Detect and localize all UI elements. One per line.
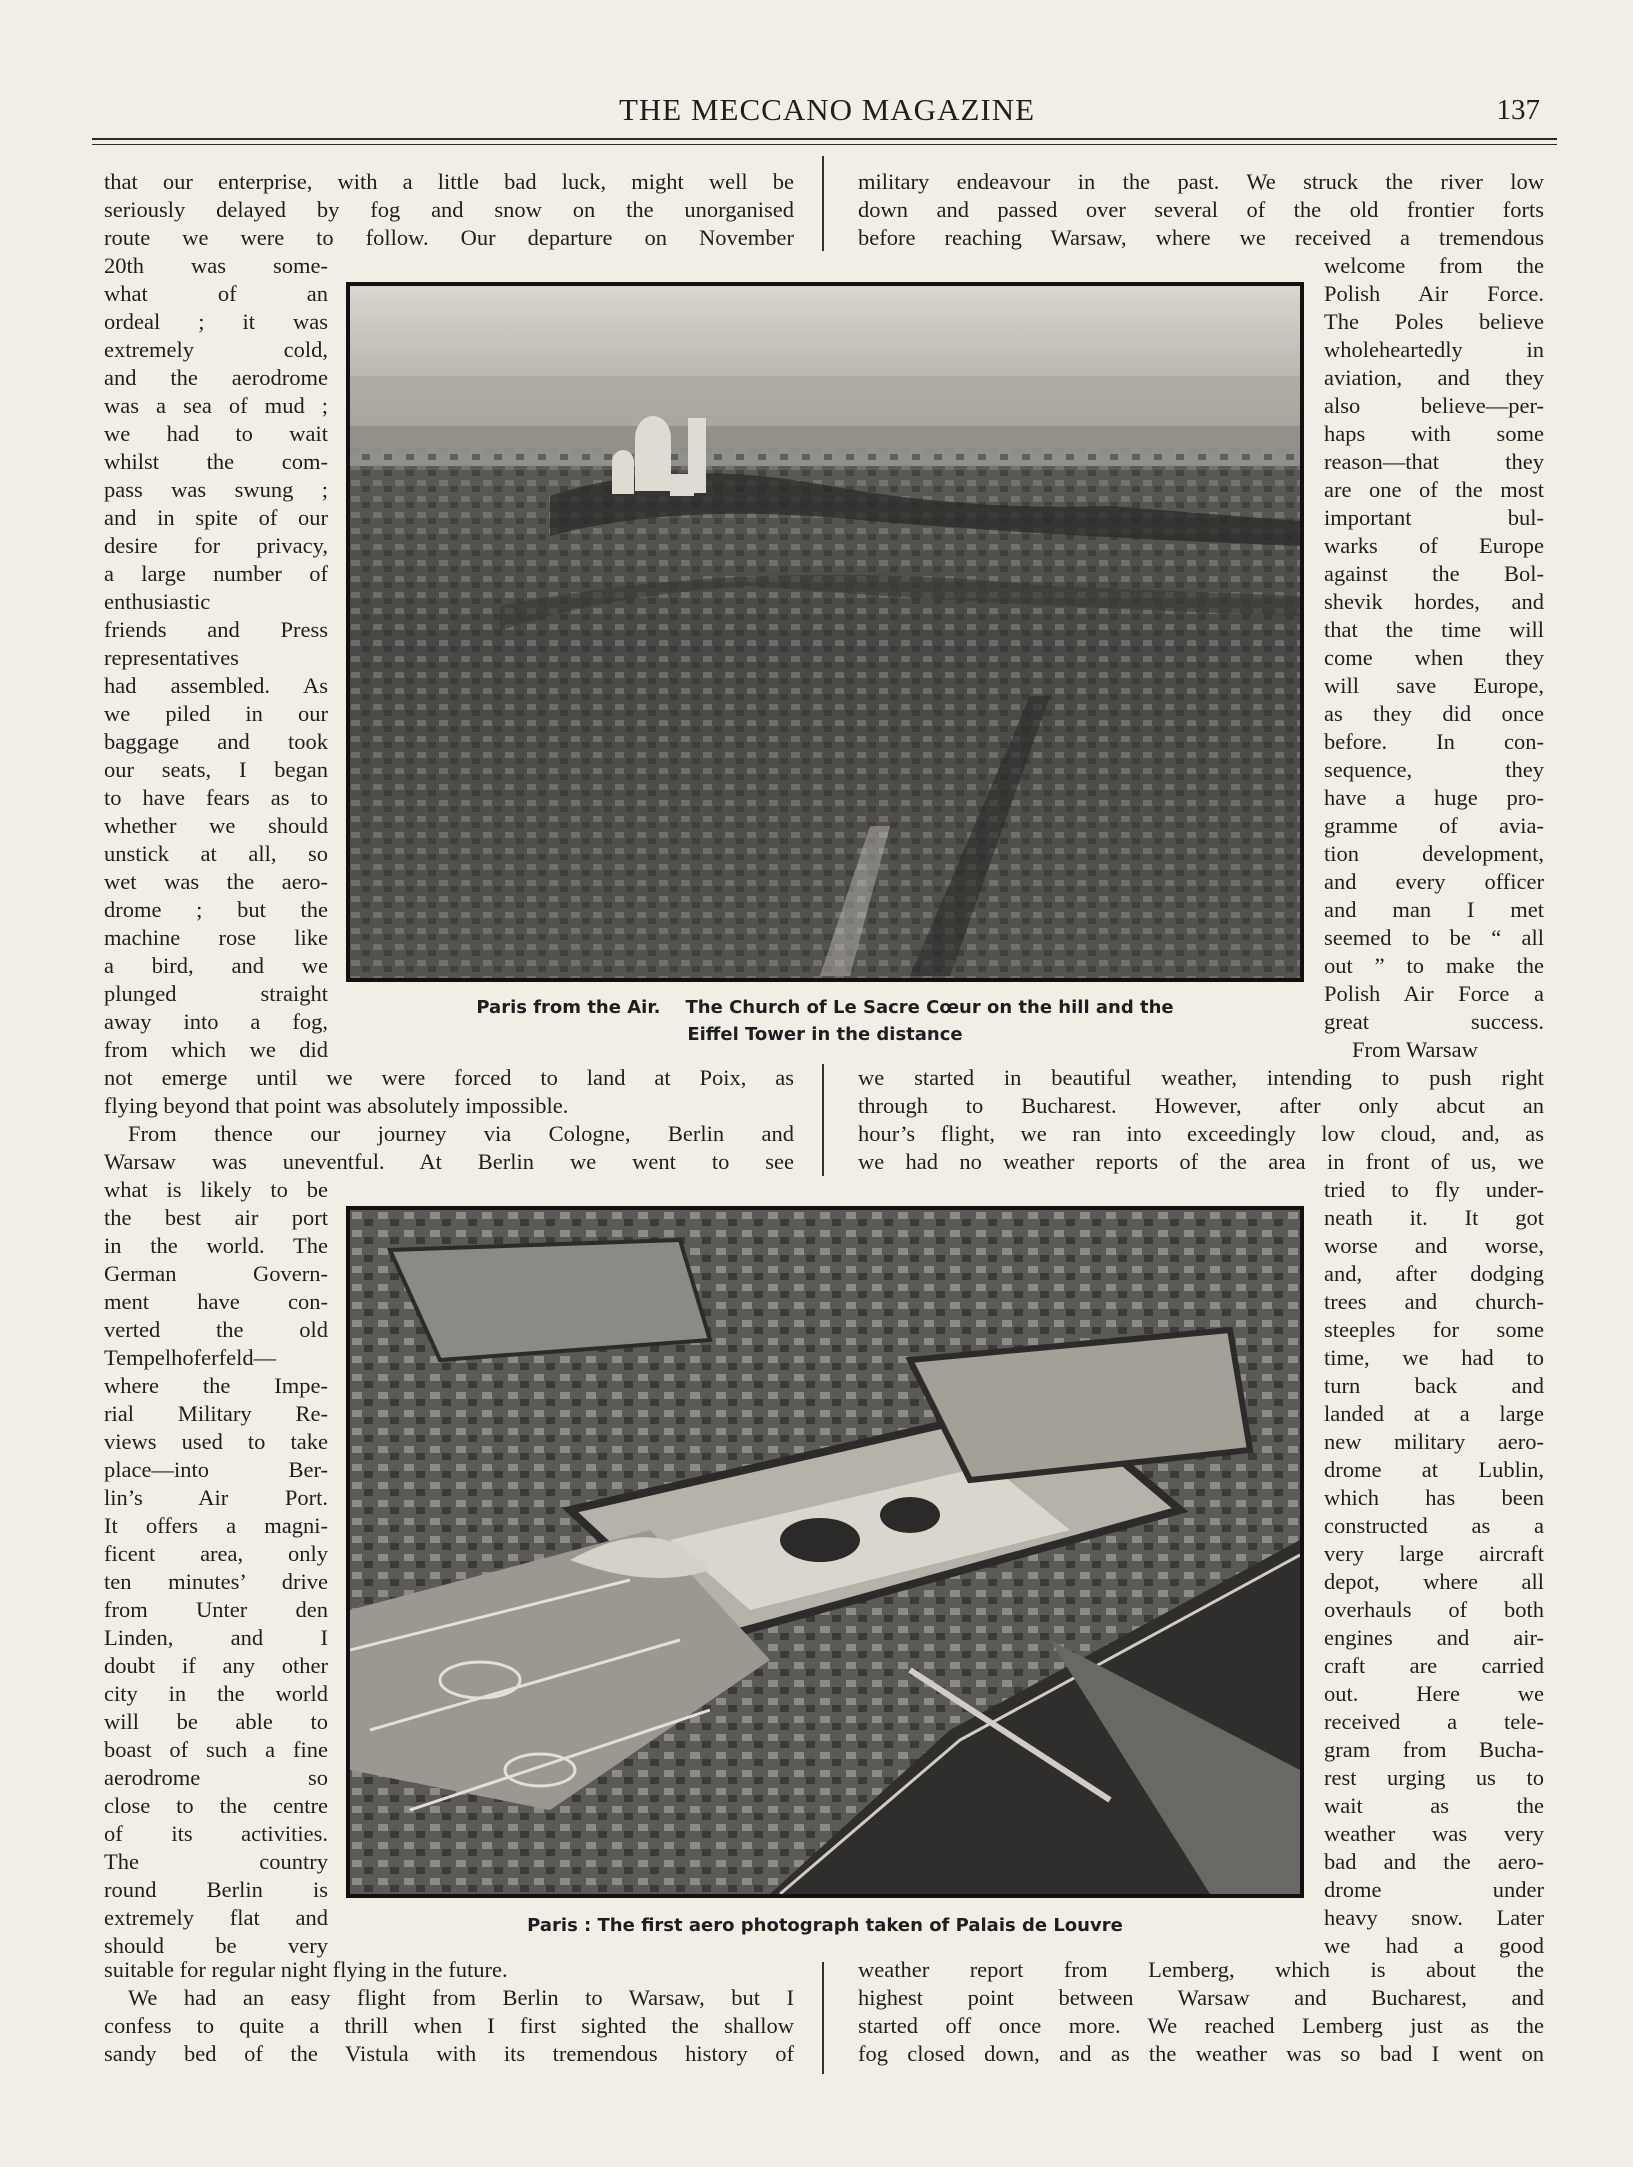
- text-line: wholeheartedly in: [1324, 337, 1544, 362]
- text-line: received a tele-: [1324, 1709, 1544, 1734]
- text-line: round Berlin is: [104, 1877, 328, 1902]
- text-line: seriously delayed by fog and snow on the unorganised: [104, 197, 794, 222]
- text-line: the best air port: [104, 1205, 328, 1230]
- text-line: important bul-: [1324, 505, 1544, 530]
- text-line: Warsaw was uneventful. At Berlin we went to see: [104, 1149, 794, 1174]
- column-divider-top: [822, 156, 824, 251]
- text-line: ten minutes’ drive: [104, 1569, 328, 1594]
- text-line: extremely flat and: [104, 1905, 328, 1930]
- text-line: neath it. It got: [1324, 1205, 1544, 1230]
- left-wrap-text-2: [104, 1176, 328, 1960]
- text-line: come when they: [1324, 645, 1544, 670]
- text-line: We had an easy flight from Berlin to Warsaw, but I: [128, 1985, 794, 2010]
- text-line: which has been: [1324, 1485, 1544, 1510]
- text-line: we had to wait: [104, 421, 328, 446]
- text-line: gram from Bucha-: [1324, 1737, 1544, 1762]
- text-line: place—into Ber-: [104, 1457, 328, 1482]
- text-line: sandy bed of the Vistula with its tremendous history of: [104, 2041, 794, 2066]
- text-line: bad and the aero-: [1324, 1849, 1544, 1874]
- text-line: drome under: [1324, 1877, 1544, 1902]
- photo-paris-from-air: [346, 282, 1304, 982]
- text-line: weather was very: [1324, 1821, 1544, 1846]
- text-line: desire for privacy,: [104, 533, 328, 558]
- column-divider-bottom: [822, 1962, 824, 2074]
- text-line: Polish Air Force a: [1324, 981, 1544, 1006]
- text-line: turn back and: [1324, 1373, 1544, 1398]
- text-line: The country: [104, 1849, 328, 1874]
- text-line: views used to take: [104, 1429, 328, 1454]
- text-line: trees and church-: [1324, 1289, 1544, 1314]
- text-line: baggage and took: [104, 729, 328, 754]
- text-line: gramme of avia-: [1324, 813, 1544, 838]
- text-line: that the time will: [1324, 617, 1544, 642]
- text-line: before. In con-: [1324, 729, 1544, 754]
- left-wrap-text-1: [104, 252, 328, 1064]
- text-line: we started in beautiful weather, intending to push right: [858, 1065, 1544, 1090]
- text-line: Linden, and I: [104, 1625, 328, 1650]
- text-line: depot, where all: [1324, 1569, 1544, 1594]
- text-line: we piled in our: [104, 701, 328, 726]
- text-line: verted the old: [104, 1317, 328, 1342]
- text-line: whether we should: [104, 813, 328, 838]
- text-line: weather report from Lemberg, which is about the: [858, 1957, 1544, 1982]
- text-line: down and passed over several of the old frontier forts: [858, 197, 1544, 222]
- magazine-title: THE MECCANO MAGAZINE: [618, 92, 1036, 127]
- text-line: boast of such a fine: [104, 1737, 328, 1762]
- text-line: craft are carried: [1324, 1653, 1544, 1678]
- text-line: Polish Air Force.: [1324, 281, 1544, 306]
- text-line: have a huge pro-: [1324, 785, 1544, 810]
- text-line: confess to quite a thrill when I first sighted the shallow: [104, 2013, 794, 2038]
- text-line: shevik hordes, and: [1324, 589, 1544, 614]
- column2-bottom-text: [858, 1956, 1544, 2068]
- text-line: German Govern-: [104, 1261, 328, 1286]
- text-line: will save Europe,: [1324, 673, 1544, 698]
- text-line: that our enterprise, with a little bad luck, might well be: [104, 169, 794, 194]
- text-line: ficent area, only: [104, 1541, 328, 1566]
- aerial-photo-sacre-coeur: [350, 286, 1300, 978]
- page-number: 137: [1496, 94, 1540, 126]
- text-line: aerodrome so: [104, 1765, 328, 1790]
- text-line: was a sea of mud ;: [104, 393, 328, 418]
- text-line: of its activities.: [104, 1821, 328, 1846]
- figure1-caption-line1: Paris from the Air. The Church of Le Sacre Cœur on the hill and the: [476, 997, 1174, 1018]
- text-line: drome ; but the: [104, 897, 328, 922]
- text-line: are one of the most: [1324, 477, 1544, 502]
- text-line: new military aero-: [1324, 1429, 1544, 1454]
- text-line: and in spite of our: [104, 505, 328, 530]
- text-line: ordeal ; it was: [104, 309, 328, 334]
- text-line: friends and Press: [104, 617, 328, 642]
- text-line: flying beyond that point was absolutely impossible.: [104, 1093, 569, 1118]
- text-line: It offers a magni-: [104, 1513, 328, 1538]
- text-line: route we were to follow. Our departure on November: [104, 225, 794, 250]
- text-line: rest urging us to: [1324, 1765, 1544, 1790]
- right-wrap-text-2: [1324, 1176, 1544, 1960]
- text-line: also believe—per-: [1324, 393, 1544, 418]
- text-line: started off once more. We reached Lemberg just as the: [858, 2013, 1544, 2038]
- text-line: enthusiastic: [104, 589, 211, 614]
- text-line: plunged straight: [104, 981, 328, 1006]
- text-line: through to Bucharest. However, after only abcut an: [858, 1093, 1544, 1118]
- text-line: a bird, and we: [104, 953, 328, 978]
- text-line: From thence our journey via Cologne, Berlin and: [128, 1121, 794, 1146]
- text-line: what of an: [104, 281, 328, 306]
- text-line: a large number of: [104, 561, 328, 586]
- header-rule-top: [92, 138, 1557, 140]
- text-line: highest point between Warsaw and Bucharest, and: [858, 1985, 1544, 2010]
- page-header: [92, 92, 1562, 132]
- text-line: we had a good: [1324, 1933, 1544, 1958]
- text-line: will be able to: [104, 1709, 328, 1734]
- text-line: wet was the aero-: [104, 869, 328, 894]
- text-line: representatives: [104, 645, 239, 670]
- text-line: our seats, I began: [104, 757, 328, 782]
- text-line: out. Here we: [1324, 1681, 1544, 1706]
- text-line: aviation, and they: [1324, 365, 1544, 390]
- text-line: wait as the: [1324, 1793, 1544, 1818]
- text-line: against the Bol-: [1324, 561, 1544, 586]
- photo-palais-de-louvre: [346, 1206, 1304, 1898]
- text-line: heavy snow. Later: [1324, 1905, 1544, 1930]
- text-line: reason—that they: [1324, 449, 1544, 474]
- text-line: what is likely to be: [104, 1177, 328, 1202]
- text-line: in the world. The: [104, 1233, 328, 1258]
- text-line: military endeavour in the past. We struck the river low: [858, 169, 1544, 194]
- text-line: very large aircraft: [1324, 1541, 1544, 1566]
- column-divider-mid: [822, 1064, 824, 1176]
- text-line: machine rose like: [104, 925, 328, 950]
- text-line: and man I met: [1324, 897, 1544, 922]
- text-line: away into a fog,: [104, 1009, 328, 1034]
- text-line: haps with some: [1324, 421, 1544, 446]
- text-line: and the aerodrome: [104, 365, 328, 390]
- text-line: doubt if any other: [104, 1653, 328, 1678]
- text-line: Tempelhoferfeld—: [104, 1345, 277, 1370]
- column1-mid-text: [104, 1064, 794, 1176]
- text-line: extremely cold,: [104, 337, 328, 362]
- text-line: city in the world: [104, 1681, 328, 1706]
- text-line: great success.: [1324, 1009, 1544, 1034]
- text-line: whilst the com-: [104, 449, 328, 474]
- right-wrap-text-1: [1324, 252, 1544, 1064]
- text-line: warks of Europe: [1324, 533, 1544, 558]
- text-line: steeples for some: [1324, 1317, 1544, 1342]
- text-line: worse and worse,: [1324, 1233, 1544, 1258]
- text-line: out ” to make the: [1324, 953, 1544, 978]
- text-line: to have fears as to: [104, 785, 328, 810]
- text-line: drome at Lublin,: [1324, 1457, 1544, 1482]
- text-line: where the Impe-: [104, 1373, 328, 1398]
- header-rule-bottom: [92, 144, 1557, 145]
- text-line: had assembled. As: [104, 673, 328, 698]
- text-line: close to the centre: [104, 1793, 328, 1818]
- column2-mid-text: [858, 1064, 1544, 1176]
- text-line: not emerge until we were forced to land at Poix, as: [104, 1065, 794, 1090]
- text-line: tion development,: [1324, 841, 1544, 866]
- text-line: from which we did: [104, 1037, 328, 1062]
- text-line: pass was swung ;: [104, 477, 328, 502]
- text-line: and every officer: [1324, 869, 1544, 894]
- text-line: overhauls of both: [1324, 1597, 1544, 1622]
- text-line: engines and air-: [1324, 1625, 1544, 1650]
- text-line: and, after dodging: [1324, 1261, 1544, 1286]
- text-line: from Unter den: [104, 1597, 328, 1622]
- text-line: hour’s flight, we ran into exceedingly low cloud, and, as: [858, 1121, 1544, 1146]
- text-line: sequence, they: [1324, 757, 1544, 782]
- text-line: The Poles believe: [1324, 309, 1544, 334]
- text-line: fog closed down, and as the weather was so bad I went on: [858, 2041, 1544, 2066]
- text-line: seemed to be “ all: [1324, 925, 1544, 950]
- aerial-photo-louvre: [350, 1210, 1300, 1894]
- text-line: tried to fly under-: [1324, 1177, 1544, 1202]
- text-line: welcome from the: [1324, 253, 1544, 278]
- text-line: From Warsaw: [1352, 1037, 1478, 1062]
- figure1-caption-line2: Eiffel Tower in the distance: [687, 1024, 963, 1045]
- figure1-caption: [346, 994, 1304, 1048]
- text-line: before reaching Warsaw, where we received a tremendous: [858, 225, 1544, 250]
- text-line: 20th was some-: [104, 253, 328, 278]
- text-line: lin’s Air Port.: [104, 1485, 328, 1510]
- text-line: suitable for regular night flying in the future.: [104, 1957, 508, 1982]
- column1-bottom-text: [104, 1956, 794, 2068]
- column2-top-text: [858, 168, 1544, 252]
- text-line: landed at a large: [1324, 1401, 1544, 1426]
- column1-top-text: [104, 168, 794, 252]
- text-line: should be very: [104, 1933, 328, 1958]
- text-line: unstick at all, so: [104, 841, 328, 866]
- text-line: we had no weather reports of the area in front of us, we: [858, 1149, 1544, 1174]
- text-line: rial Military Re-: [104, 1401, 328, 1426]
- text-line: time, we had to: [1324, 1345, 1544, 1370]
- text-line: constructed as a: [1324, 1513, 1544, 1538]
- text-line: ment have con-: [104, 1289, 328, 1314]
- text-line: as they did once: [1324, 701, 1544, 726]
- figure2-caption: Paris : The first aero photograph taken of Palais de Louvre: [527, 1915, 1123, 1936]
